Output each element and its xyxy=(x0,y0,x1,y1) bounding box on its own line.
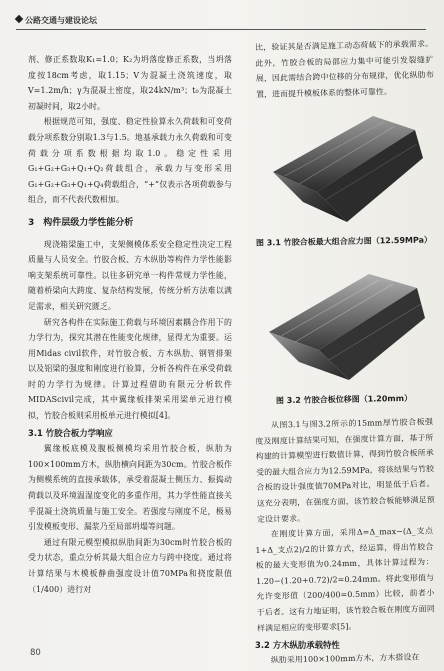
page-number: 80 xyxy=(30,648,41,658)
section-heading: 3 构件层级力学性能分析 xyxy=(28,217,134,228)
running-header xyxy=(16,15,426,29)
diamond-icon xyxy=(15,15,23,23)
paragraph: 纵肋采用100×100mm方木，方木搭设在 xyxy=(270,653,420,666)
displacement-image xyxy=(255,264,433,388)
paragraph: 根据规范可知，强度、稳定性验算永久荷载和可变荷载分项系数分别取1.3与1.5。地基承载力永久荷载和可变荷载分项系数根据均取1.0。稳定性采用G₁+G₂+G₃+Q₁+Q₂荷载组合，承载力与变形采用G₁+G₂+G₃+Q₁+Q₄荷载组合，“+”仅表示各项荷载参与组合，而不代表代数相加。 xyxy=(28,117,232,205)
stress-contour-figure xyxy=(255,110,433,230)
paragraph: 从图3.1与图3.2所示的15mm厚竹胶合板强度及刚度计算结果可知，在强度计算方面，基于所构建的计算模型进行数值计算，得到竹胶合板所承受的最大组合应力为12.59MPa，将该结果与竹胶合板的设计强度值70MPa对比，明显低于后者。这充分表明，在强度方面，该竹胶合板能够满足预定设计要求。 xyxy=(255,416,435,524)
paragraph: 现浇箱梁施工中，支架侧模体系安全稳定性决定工程质量与人员安全。竹胶合板、方木纵肋等构件力学性能影响支架系统可靠性。以往多研究单一构件常规力学性能，随着桥梁向大跨度、复杂结构发展，传统分析方法难以满足需求，相关研究匮乏。 xyxy=(28,239,232,311)
paragraph: 翼缘板底模及腹板侧模均采用竹胶合板，纵肋为100×100mm方木，纵肋横向间距为30cm。竹胶合板作为侧模系统的直接承载体，承受着混凝土侧压力、振捣动荷载以及环境温湿度变化的多重作用，其力学性能直接关乎混凝土浇筑质量与施工安全。若强度与刚度不足，极易引发模板变形、漏浆乃至局部坍塌等问题。 xyxy=(28,444,232,532)
right-column xyxy=(255,40,433,669)
header-title: 公路交通与建设论坛 xyxy=(25,16,97,25)
left-column xyxy=(28,52,232,597)
paragraph: 比，验证其是否满足施工动态荷载下的承载需求。此外，竹胶合板的局部应力集中可能引发裂缝扩展，因此需结合跨中位移的分布规律，优化纵肋布置，进而提升模板体系的整体可靠性。 xyxy=(255,39,434,99)
figure-caption: 图 3.1 竹胶合板最大组合应力图（12.59MPa） xyxy=(255,235,433,248)
header-rule xyxy=(16,29,426,30)
stress-contour-image xyxy=(255,110,433,230)
figure-caption: 图 3.2 竹胶合板位移图（1.20mm） xyxy=(275,393,413,406)
paragraph: 剂、修正系数取K₁=1.0；K₂为坍落度修正系数，当坍落度按18cm考虑，取1.15；V为混凝土浇筑速度，取V=1.2m/h；γ为混凝土密度，取24kN/m³；t₀为混凝土初凝时间，取2小时。 xyxy=(28,55,232,111)
subsection-heading: 3.2 方木纵肋承载特性 xyxy=(255,639,340,650)
paragraph: 研究各构件在实际施工荷载与环境因素耦合作用下的力学行为，探究其潜在性能变化规律，显得尤为重要。运用Midas civil软件，对竹胶合板、方木纵肋、钢管排架以及铝梁的强度和刚度进行验算，分析各构件在承受荷载时的力学行为规律。计算过程借助有限元分析软件MIDAScivil完成，其中翼缘板排架采用梁单元进行模拟，竹胶合板则采用板单元进行模拟[4]。 xyxy=(28,317,232,421)
subsection-heading: 3.1 竹胶合板力学响应 xyxy=(28,427,113,438)
paragraph: 在刚度计算方面，采用Δ=Δ_max−(Δ_支点1+Δ_支点2)/2的计算方式，经运算，得出竹胶合板的最大变形值为0.24mm，具体计算过程为：1.20−(1.20+0.72)/2=0.24mm。将此变形值与允许变形值（200/400=0.5mm）比较，前者小于后者。这有力地证明，该竹胶合板在刚度方面同样满足相应的变形要求[5]。 xyxy=(255,525,435,633)
displacement-figure xyxy=(255,264,433,388)
paragraph: 通过有限元模型模拟纵肋间距为30cm时竹胶合板的受力状态，重点分析其最大组合应力与跨中挠度。通过将计算结果与木模板静曲强度设计值70MPa和挠度限值（1/400）进行对 xyxy=(28,537,232,594)
